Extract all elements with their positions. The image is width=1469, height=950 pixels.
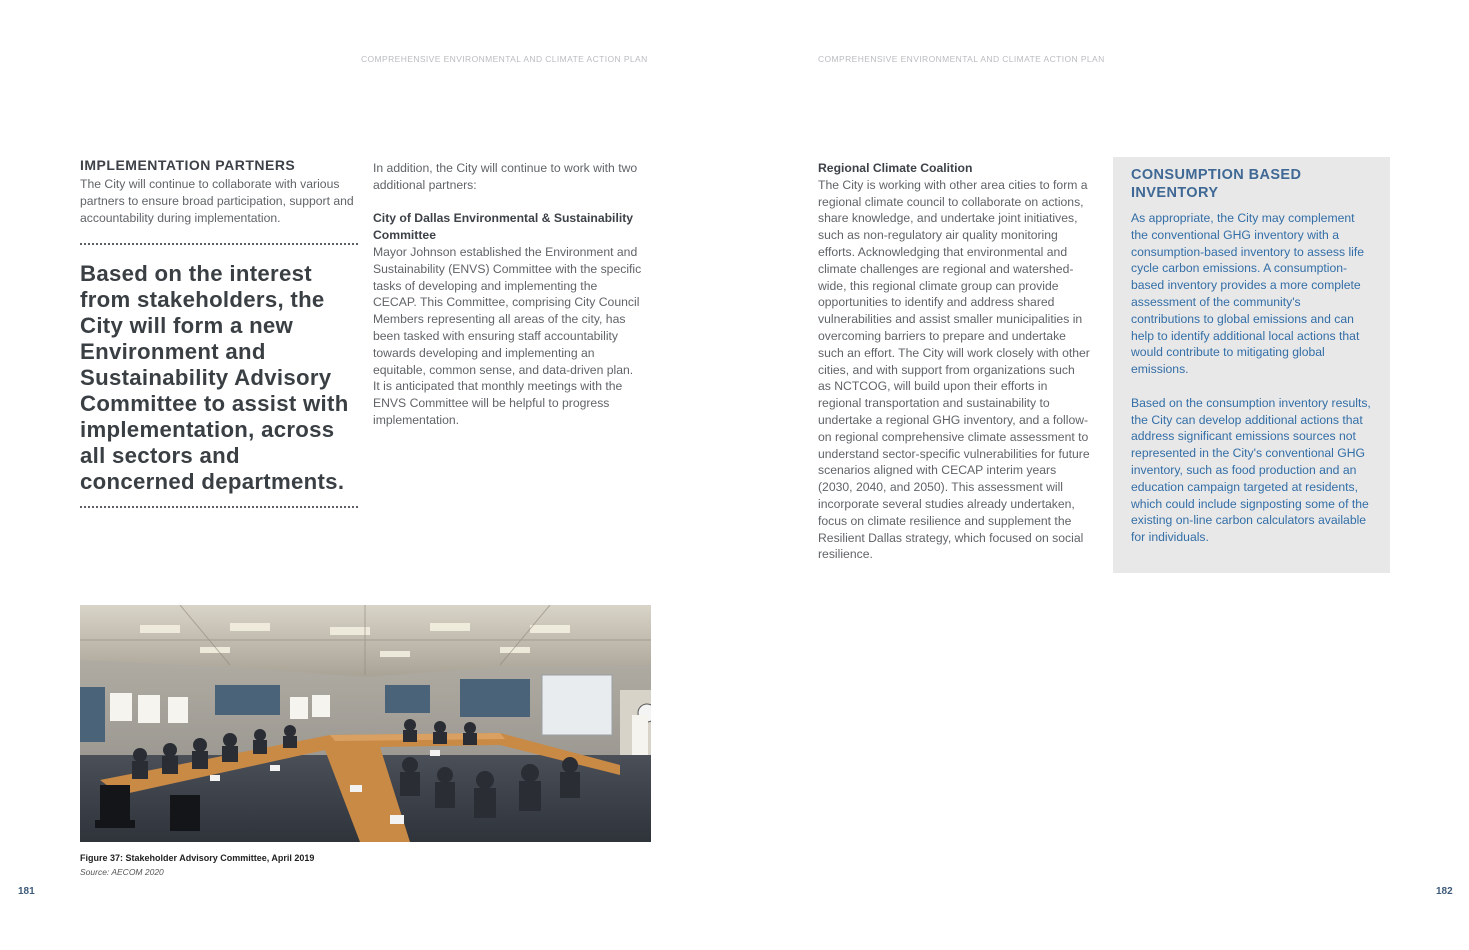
pull-quote: Based on the interest from stakeholders, the City will form a new Environment and Sustainability Advisory Committee to assist with implementation, across all sectors and concerned departments. xyxy=(80,261,349,495)
consumption-inventory-callout xyxy=(1113,157,1390,573)
page-number-right: 182 xyxy=(1436,886,1453,897)
implementation-partners-intro: The City will continue to collaborate with various partners to ensure broad participation, support and accountability during implementation. xyxy=(80,177,354,225)
stakeholder-meeting-photo xyxy=(80,605,651,842)
additional-partners-intro: In addition, the City will continue to work with two additional partners: xyxy=(373,161,638,192)
implementation-partners-column xyxy=(80,156,360,508)
regional-coalition-heading: Regional Climate Coalition xyxy=(818,161,973,175)
envs-committee-heading: City of Dallas Environmental & Sustainability Committee xyxy=(373,211,634,243)
regional-coalition-body: The City is working with other area cities to form a regional climate council to collaborate on actions, share knowledge, and undertake joint initiatives, such as non-regulatory air quality monitoring efforts. Acknowledging that environmental and climate challenges are regional and watershed-wide, this regional climate group can provide opportunities to identify and address shared vulnerabilities and assist smaller municipalities in overcoming barriers to prepare and undertake such an effort. The City will work closely with other cities, and with support from organizations such as NCTCOG, will build upon their efforts in regional transportation and sustainability to undertake a regional GHG inventory, and a follow-on regional comprehensive climate assessment to understand sector-specific vulnerabilities for future scenarios aligned with CECAP interim years (2030, 2040, and 2050). This assessment will incorporate several studies already undertaken, focus on climate resilience and supplement the Resilient Dallas strategy, which focused on social resilience. xyxy=(818,177,1090,562)
figure-source: Source: AECOM 2020 xyxy=(80,867,164,877)
callout-paragraph-2: Based on the consumption inventory results, the City can develop additional actions that address significant emissions sources not represented in the City's conventional GHG inventory, such as food production and an education campaign targeted at residents, which could include signposting some of the existing on-line carbon calculators available for individuals. xyxy=(1131,395,1371,545)
implementation-partners-heading: IMPLEMENTATION PARTNERS xyxy=(80,157,296,173)
callout-title: CONSUMPTION BASED INVENTORY xyxy=(1131,167,1302,201)
dotted-divider-bottom xyxy=(80,506,358,508)
callout-paragraph-1: As appropriate, the City may complement the conventional GHG inventory with a consumption-based inventory to assess life cycle carbon emissions. A consumption-based inventory provides a more complete assessment of the community's contributions to global emissions and can help to identify additional local actions that would contribute to mitigating global emissions. xyxy=(1131,211,1365,377)
running-header-right: COMPREHENSIVE ENVIRONMENTAL AND CLIMATE ACTION PLAN xyxy=(818,54,1105,64)
regional-coalition-column xyxy=(818,160,1090,563)
page-number-left: 181 xyxy=(18,886,35,897)
figure-caption: Figure 37: Stakeholder Advisory Committee, April 2019 xyxy=(80,853,315,863)
additional-partners-column xyxy=(373,160,643,429)
envs-committee-body: Mayor Johnson established the Environment and Sustainability (ENVS) Committee with the specific tasks of developing and implementing the CECAP. This Committee, comprising City Council Members representing all areas of the city, has been tasked with ensuring staff accountability towards developing and implementing an equitable, common sense, and data-driven plan. It is anticipated that monthly meetings with the ENVS Committee will be helpful to progress implementation. xyxy=(373,244,642,427)
running-header-left: COMPREHENSIVE ENVIRONMENTAL AND CLIMATE ACTION PLAN xyxy=(361,54,648,64)
